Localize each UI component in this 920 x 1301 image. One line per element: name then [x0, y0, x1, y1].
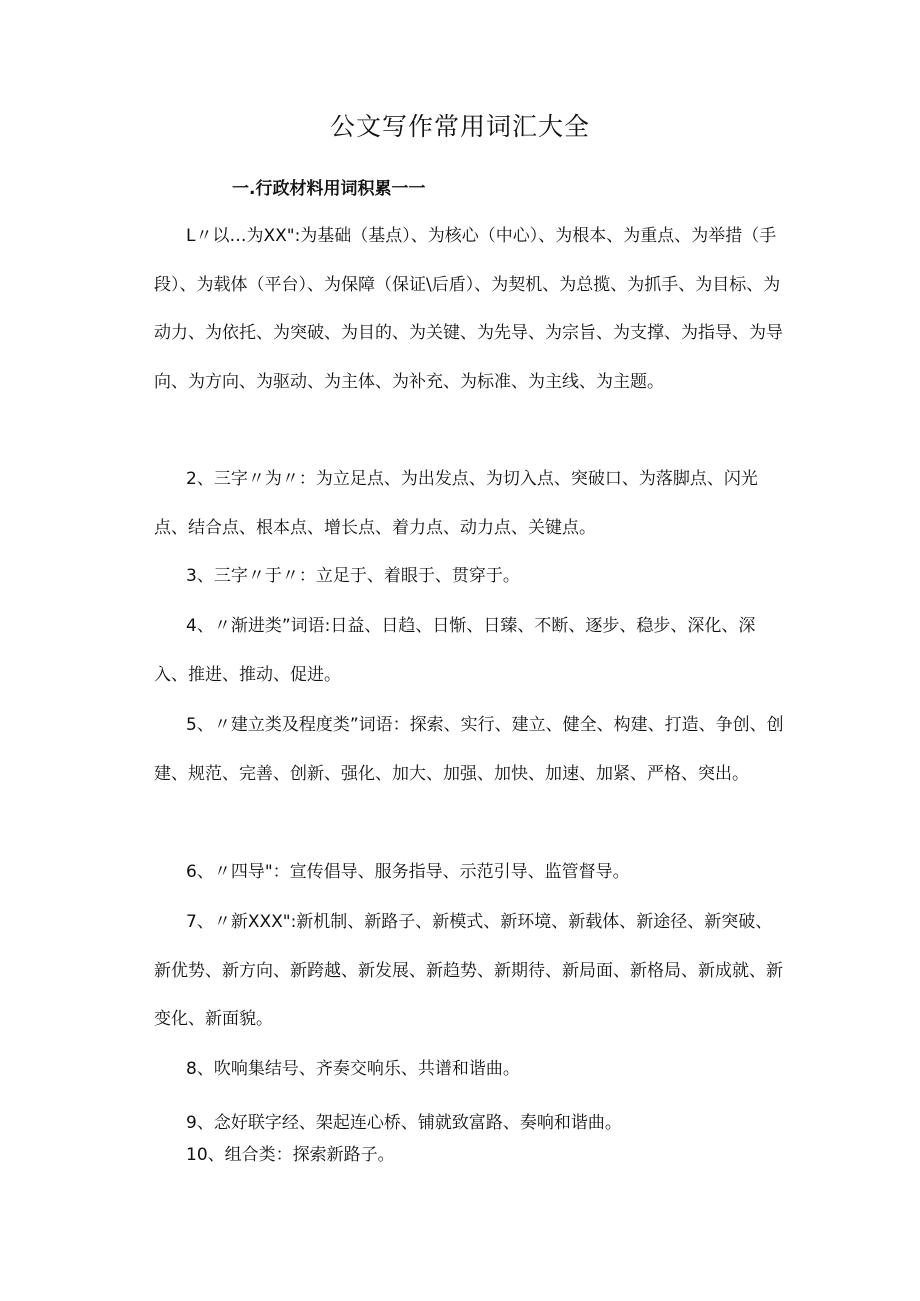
section-heading: 一.行政材料用词积累一一 — [232, 179, 426, 199]
document-title: 公文写作常用词汇大全 — [329, 112, 590, 141]
paragraph-10: 10、组合类：探索新路子。 — [186, 1145, 395, 1165]
paragraph-9: 9、念好联字经、架起连心桥、铺就致富路、奏响和谐曲。 — [186, 1113, 622, 1133]
paragraph-5: 5、〃建立类及程度类”词语：探索、实行、建立、健全、构建、打造、争创、创建、规范、完善、创新、强化、加大、加强、加快、加速、加紧、严格、突出。 — [154, 715, 784, 784]
paragraph-1: L〃以…为XX":为基础（基点）、为核心（中心）、为根本、为重点、为举措（手段）、为载体（平台）、为保障（保证\后盾）、为契机、为总揽、为抓手、为目标、为动力、为依托、为突破、为目的、为关键、为先导、为宗旨、为支撑、为指导、为导向、为方向、为驱动、为主体、为补充、为标准、为主线、为主题。 — [154, 226, 783, 392]
paragraph-7: 7、〃新XXX":新机制、新路子、新模式、新环境、新载体、新途径、新突破、新优势、新方向、新跨越、新发展、新趋势、新期待、新局面、新格局、新成就、新变化、新面貌。 — [154, 912, 783, 1029]
paragraph-2: 2、三字〃为〃：为立足点、为出发点、为切入点、突破口、为落脚点、闪光点、结合点、根本点、增长点、着力点、动力点、关键点。 — [154, 469, 758, 538]
paragraph-4: 4、〃渐进类”词语:日益、日趋、日惭、日臻、不断、逐步、稳步、深化、深入、推进、推动、促进。 — [154, 616, 756, 685]
paragraph-3: 3、三字〃于〃：立足于、着眼于、贯穿于。 — [186, 566, 520, 586]
paragraph-6: 6、〃四导"：宣传倡导、服务指导、示范引导、监管督导。 — [186, 862, 630, 882]
paragraph-8: 8、吹响集结号、齐奏交响乐、共谱和谐曲。 — [186, 1059, 520, 1079]
